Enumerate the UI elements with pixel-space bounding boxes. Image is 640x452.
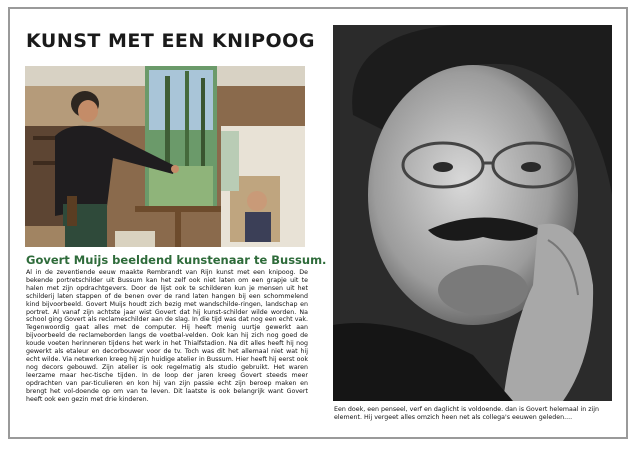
photo-caption: Een doek, een penseel, verf en daglicht is voldoende. dan is Govert helemaal in zijn element. Hij vergeet alles omzich heen net als collega's eeuwen geleden.... (334, 406, 600, 422)
photo-portrait-govert (333, 25, 612, 401)
photo-painter-at-easel (25, 66, 305, 247)
article-subtitle: Govert Muijs beeldend kunstenaar te Bussum. (26, 253, 327, 267)
article-body: Al in de zeventiende eeuw maakte Rembrandt van Rijn kunst met een knipoog. De bekende portretschilder uit Bussum kan het zelf ook niet laten om een grapje uit te halen met zijn opdrachtgevers. Door de lijst ook te schilderen kun je mensen uit het schilderij laten stappen of de benen over de rand laten hangen bij een schommelend kind bijvoorbeeld. Govert Muijs houdt zich bezig met wandschilde-ringen, landschap en portret. Al vanaf zijn achtste jaar wist Govert dat hij kunst-schilder wilde worden. Na school ging Govert als reclameschilder aan de slag. In die tijd was dat nog een echt vak. Tegenwoordig gaat alles met de computer. Hij heeft menig uurtje gewerkt aan bijvoorbeeld de reclameborden langs de voetbal-velden. Ook kan hij zich nog goed de koude voeten herinneren tijdens het werk in het Thialfstadion. Na dit alles heeft hij nog gewerkt als etaleur en decorbouwer voor de tv. Toch was dit het allemaal niet wat hij echt wilde. Via netwerken kreeg hij zijn huidige atelier in Bussum. Hier heeft hij eerst ook nog decors gebouwd. Zijn atelier is ook regelmatig als studio gebruikt. Het waren leerzame maar hec-tische tijden. In de loop der jaren kreeg Govert steeds meer opdrachten van par-ticulieren en kon hij van zijn passie echt zijn beroep maken en brengt het vol-doende op om van te leven. Dit laatste is ook belangrijk want Govert heeft ook een gezin met drie kinderen. (26, 269, 308, 403)
article-title: KUNST MET EEN KNIPOOG (26, 30, 315, 52)
